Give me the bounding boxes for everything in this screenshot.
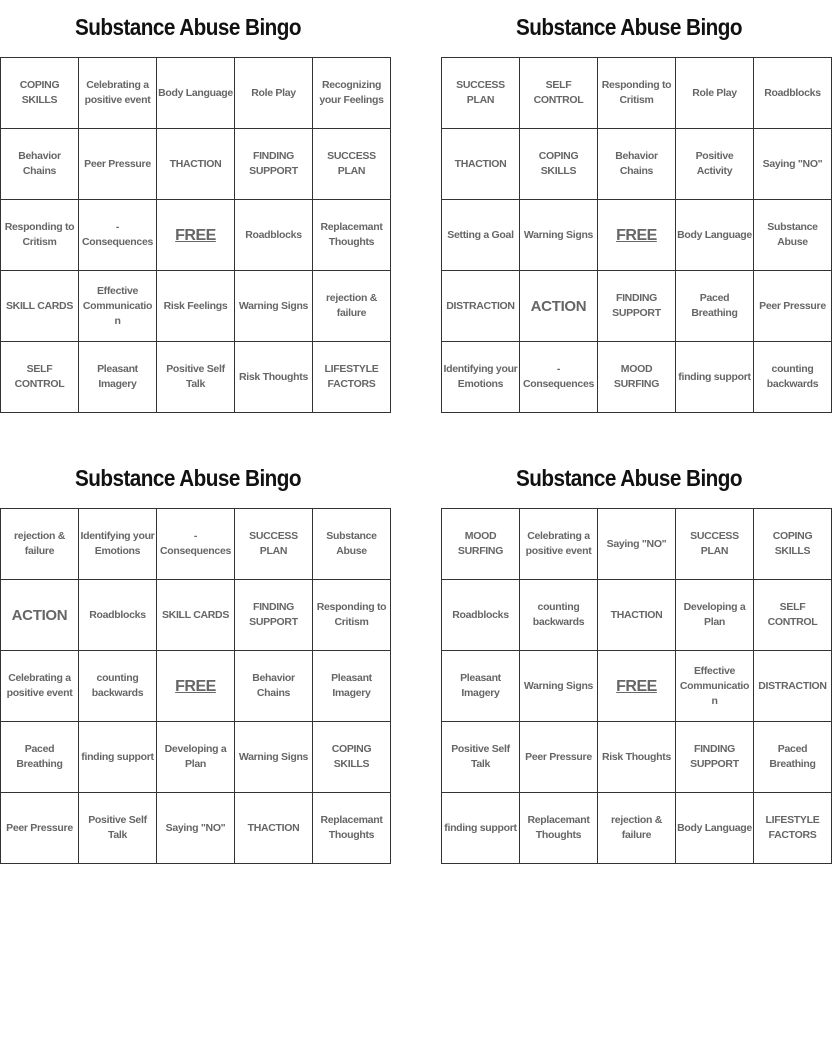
bingo-cell: Responding to Critism bbox=[1, 200, 79, 271]
bingo-cell: COPING SKILLS bbox=[1, 58, 79, 129]
bingo-cell: Paced Breathing bbox=[754, 722, 832, 793]
bingo-cell: Setting a Goal bbox=[442, 200, 520, 271]
bingo-cell: Body Language bbox=[676, 200, 754, 271]
bingo-cell: FINDING SUPPORT bbox=[235, 580, 313, 651]
bingo-cell: Behavior Chains bbox=[1, 129, 79, 200]
bingo-grid bbox=[0, 57, 391, 413]
bingo-cell: Replacemant Thoughts bbox=[313, 793, 391, 864]
bingo-cell: FINDING SUPPORT bbox=[676, 722, 754, 793]
bingo-cell: Peer Pressure bbox=[1, 793, 79, 864]
bingo-cell: Pleasant Imagery bbox=[442, 651, 520, 722]
bingo-cell: Responding to Critism bbox=[313, 580, 391, 651]
free-space-cell: FREE bbox=[157, 200, 235, 271]
bingo-cell: Identifying your Emotions bbox=[442, 342, 520, 413]
bingo-cell: COPING SKILLS bbox=[313, 722, 391, 793]
bingo-cell: ACTION bbox=[520, 271, 598, 342]
bingo-cell: SELF CONTROL bbox=[754, 580, 832, 651]
bingo-cell: Celebrating a positive event bbox=[520, 509, 598, 580]
bingo-cell: SKILL CARDS bbox=[157, 580, 235, 651]
bingo-cell: - Consequences bbox=[157, 509, 235, 580]
bingo-cell: COPING SKILLS bbox=[754, 509, 832, 580]
grid-row bbox=[1, 793, 391, 864]
bingo-cell: rejection & failure bbox=[313, 271, 391, 342]
bingo-cell: Roadblocks bbox=[79, 580, 157, 651]
grid-row bbox=[442, 200, 832, 271]
free-space-cell: FREE bbox=[157, 651, 235, 722]
bingo-cell: Peer Pressure bbox=[754, 271, 832, 342]
card-title: Substance Abuse Bingo bbox=[75, 465, 301, 491]
bingo-cell: Pleasant Imagery bbox=[313, 651, 391, 722]
bingo-cell: Role Play bbox=[235, 58, 313, 129]
grid-row bbox=[1, 509, 391, 580]
bingo-cell: Replacemant Thoughts bbox=[520, 793, 598, 864]
bingo-cell: Warning Signs bbox=[235, 271, 313, 342]
bingo-cell: counting backwards bbox=[79, 651, 157, 722]
bingo-cell: SUCCESS PLAN bbox=[676, 509, 754, 580]
bingo-cell: Paced Breathing bbox=[1, 722, 79, 793]
bingo-cell: - Consequences bbox=[520, 342, 598, 413]
bingo-cell: finding support bbox=[676, 342, 754, 413]
grid-row bbox=[442, 793, 832, 864]
bingo-cell: Recognizing your Feelings bbox=[313, 58, 391, 129]
bingo-cell: Saying "NO" bbox=[598, 509, 676, 580]
bingo-cell: Identifying your Emotions bbox=[79, 509, 157, 580]
bingo-cell: Risk Feelings bbox=[157, 271, 235, 342]
bingo-grid bbox=[0, 508, 391, 864]
grid-row bbox=[442, 129, 832, 200]
bingo-cell: SKILL CARDS bbox=[1, 271, 79, 342]
bingo-cell: Risk Thoughts bbox=[598, 722, 676, 793]
bingo-cell: - Consequences bbox=[79, 200, 157, 271]
bingo-cell: THACTION bbox=[442, 129, 520, 200]
bingo-cell: DISTRACTION bbox=[754, 651, 832, 722]
bingo-cell: Risk Thoughts bbox=[235, 342, 313, 413]
bingo-cell: rejection & failure bbox=[598, 793, 676, 864]
bingo-cell: DISTRACTION bbox=[442, 271, 520, 342]
bingo-cell: Paced Breathing bbox=[676, 271, 754, 342]
bingo-cell: Saying "NO" bbox=[754, 129, 832, 200]
bingo-cell: Warning Signs bbox=[235, 722, 313, 793]
grid-row bbox=[1, 129, 391, 200]
card-title: Substance Abuse Bingo bbox=[516, 465, 742, 491]
bingo-cell: Behavior Chains bbox=[235, 651, 313, 722]
bingo-cell: Role Play bbox=[676, 58, 754, 129]
bingo-cell: FINDING SUPPORT bbox=[598, 271, 676, 342]
bingo-grid bbox=[441, 508, 832, 864]
bingo-cell: SELF CONTROL bbox=[1, 342, 79, 413]
bingo-cell: Saying "NO" bbox=[157, 793, 235, 864]
grid-row bbox=[1, 200, 391, 271]
bingo-cell: THACTION bbox=[598, 580, 676, 651]
free-space-cell: FREE bbox=[598, 200, 676, 271]
bingo-cell: ACTION bbox=[1, 580, 79, 651]
free-space-cell: FREE bbox=[598, 651, 676, 722]
grid-row bbox=[442, 580, 832, 651]
bingo-cell: MOOD SURFING bbox=[442, 509, 520, 580]
bingo-cell: Substance Abuse bbox=[754, 200, 832, 271]
bingo-cell: COPING SKILLS bbox=[520, 129, 598, 200]
bingo-cell: SELF CONTROL bbox=[520, 58, 598, 129]
card-title: Substance Abuse Bingo bbox=[516, 14, 742, 40]
bingo-grid bbox=[441, 57, 832, 413]
grid-row bbox=[442, 509, 832, 580]
bingo-cell: Peer Pressure bbox=[79, 129, 157, 200]
bingo-cell: MOOD SURFING bbox=[598, 342, 676, 413]
bingo-cell: finding support bbox=[442, 793, 520, 864]
bingo-cell: SUCCESS PLAN bbox=[235, 509, 313, 580]
bingo-cell: Peer Pressure bbox=[520, 722, 598, 793]
bingo-cell: Effective Communication bbox=[676, 651, 754, 722]
grid-row bbox=[442, 651, 832, 722]
bingo-cell: Pleasant Imagery bbox=[79, 342, 157, 413]
bingo-cell: Replacemant Thoughts bbox=[313, 200, 391, 271]
bingo-cell: FINDING SUPPORT bbox=[235, 129, 313, 200]
bingo-cell: Positive Self Talk bbox=[442, 722, 520, 793]
bingo-cell: Responding to Critism bbox=[598, 58, 676, 129]
bingo-cell: LIFESTYLE FACTORS bbox=[754, 793, 832, 864]
grid-row bbox=[442, 271, 832, 342]
bingo-cell: THACTION bbox=[157, 129, 235, 200]
bingo-cell: Celebrating a positive event bbox=[79, 58, 157, 129]
bingo-cell: Celebrating a positive event bbox=[1, 651, 79, 722]
card-title: Substance Abuse Bingo bbox=[75, 14, 301, 40]
grid-row bbox=[1, 342, 391, 413]
grid-row bbox=[1, 722, 391, 793]
bingo-cell: SUCCESS PLAN bbox=[313, 129, 391, 200]
bingo-cell: counting backwards bbox=[520, 580, 598, 651]
bingo-cell: Roadblocks bbox=[754, 58, 832, 129]
grid-row bbox=[442, 722, 832, 793]
bingo-cell: Developing a Plan bbox=[157, 722, 235, 793]
bingo-cell: Body Language bbox=[157, 58, 235, 129]
bingo-cell: Developing a Plan bbox=[676, 580, 754, 651]
bingo-cell: Body Language bbox=[676, 793, 754, 864]
bingo-cell: Positive Activity bbox=[676, 129, 754, 200]
bingo-cell: THACTION bbox=[235, 793, 313, 864]
bingo-cell: LIFESTYLE FACTORS bbox=[313, 342, 391, 413]
bingo-cell: SUCCESS PLAN bbox=[442, 58, 520, 129]
grid-row bbox=[1, 580, 391, 651]
bingo-cell: Warning Signs bbox=[520, 651, 598, 722]
bingo-cell: finding support bbox=[79, 722, 157, 793]
bingo-cell: rejection & failure bbox=[1, 509, 79, 580]
bingo-cell: Roadblocks bbox=[442, 580, 520, 651]
grid-row bbox=[1, 58, 391, 129]
bingo-cell: Substance Abuse bbox=[313, 509, 391, 580]
bingo-cell: Warning Signs bbox=[520, 200, 598, 271]
bingo-cell: Effective Communication bbox=[79, 271, 157, 342]
grid-row bbox=[1, 271, 391, 342]
bingo-cell: counting backwards bbox=[754, 342, 832, 413]
bingo-cell: Positive Self Talk bbox=[79, 793, 157, 864]
grid-row bbox=[442, 342, 832, 413]
grid-row bbox=[1, 651, 391, 722]
bingo-cell: Behavior Chains bbox=[598, 129, 676, 200]
bingo-cell: Positive Self Talk bbox=[157, 342, 235, 413]
grid-row bbox=[442, 58, 832, 129]
bingo-cell: Roadblocks bbox=[235, 200, 313, 271]
